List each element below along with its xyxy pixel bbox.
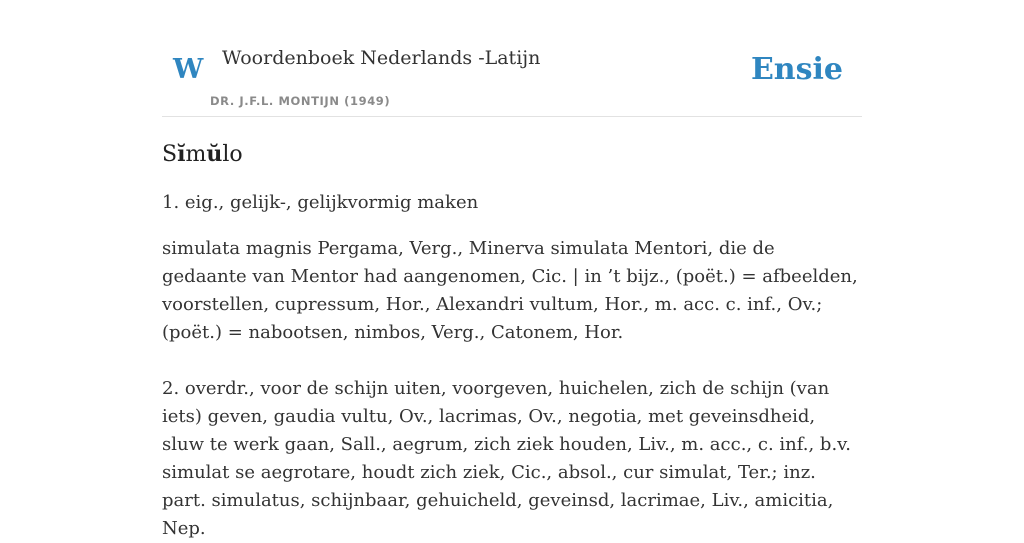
headword-accented-vowel: ĭ [177, 141, 186, 167]
dictionary-author: DR. J.F.L. MONTIJN (1949) [210, 94, 391, 108]
page-header [162, 0, 862, 117]
sense-2-definition: 2. overdr., voor de schijn uiten, voorgeven, huichelen, zich de schijn (van iets) geven, gaudia vultu, Ov., lacrimas, Ov., negotia, met geveinsdheid, sluw te werk gaan, Sall., aegrum, zich ziek houden, Liv., m. acc., c. inf., b.v. simulat se aegrotare, houdt zich ziek, Cic., absol., cur simulat, Ter.; inz. part. simulatus, schijnbaar, gehuicheld, geveinsd, lacrimae, Liv., amicitia, Nep. [162, 378, 851, 539]
dictionary-title[interactable]: Woordenboek Nederlands -Latijn [222, 47, 541, 69]
sense-1-examples: simulata magnis Pergama, Verg., Minerva simulata Mentori, die de gedaante van Mentor had aangenomen, Cic. | in ’t bijz., (poët.) = afbeelden, voorstellen, cupressum, Hor., Alexandri vultum, Hor., m. acc. c. inf., Ov.; (poët.) = nabootsen, nimbos, Verg., Catonem, Hor. [162, 238, 858, 343]
sense-1-definition: 1. eig., gelijk-, gelijkvormig maken [162, 192, 479, 213]
headword-part: S [162, 142, 178, 167]
dictionary-entry [162, 138, 862, 543]
headword-part: lo [222, 142, 243, 167]
headword [162, 138, 862, 171]
book-logo[interactable]: W [173, 54, 204, 85]
headword-accented-vowel: ŭ [206, 141, 223, 167]
headword-part: m [185, 142, 207, 167]
ensie-logo[interactable]: Ensie [750, 52, 843, 87]
